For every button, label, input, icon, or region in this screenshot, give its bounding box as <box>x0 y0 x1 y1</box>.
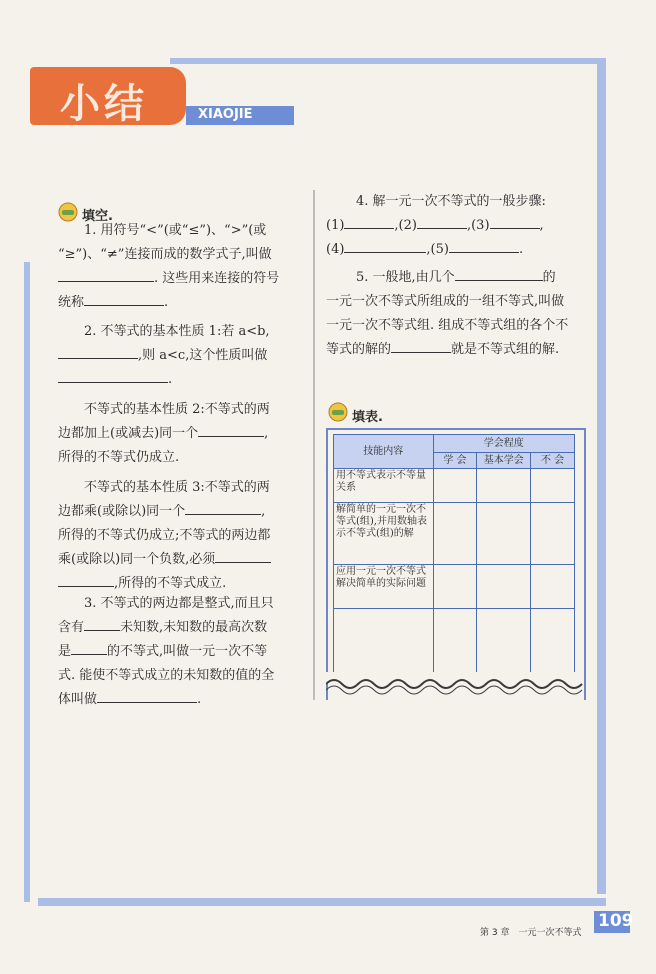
table-row <box>334 609 575 677</box>
item-5-text: 的 <box>542 270 556 285</box>
item-1 <box>58 219 303 315</box>
row-label: 应用一元一次不等式解决简单的实际问题 <box>334 565 434 609</box>
blank[interactable] <box>71 640 107 655</box>
table-row <box>334 565 575 609</box>
blank[interactable] <box>58 368 168 383</box>
item-5-line-2: 一元一次不等式所组成的一组不等式,叫做 <box>326 294 565 309</box>
blank[interactable] <box>449 238 519 253</box>
item-3-text: 是 <box>58 644 72 659</box>
row-label: 用不等式表示不等量关系 <box>334 469 434 503</box>
page-title: 小结 <box>60 81 148 127</box>
chapter-footer: 第 3 章 一元一次不等式 <box>480 928 582 938</box>
table-cell[interactable] <box>477 565 531 609</box>
page-number: 109 <box>598 911 634 931</box>
table-cell[interactable] <box>433 469 477 503</box>
prop2-line-3: 所得的不等式仍成立. <box>58 450 180 465</box>
prop3-text: 边都乘(或除以)同一个 <box>58 504 186 519</box>
blank[interactable] <box>417 214 467 229</box>
row-label: 解简单的一元一次不等式(组),并用数轴表示不等式(组)的解 <box>334 503 434 565</box>
wavy-tear-edge <box>326 672 584 696</box>
header-skill: 技能内容 <box>334 435 434 469</box>
item-1-line-1: 1. 用符号“<”(或“≤”)、“>”(或 <box>84 223 267 238</box>
item-4 <box>326 190 592 262</box>
item-1-line-2: “≥”)、“≠”连接而成的数学式子,叫做 <box>58 247 272 262</box>
subheader-not: 不 会 <box>531 453 575 469</box>
table-cell[interactable] <box>531 565 575 609</box>
blank[interactable] <box>490 214 540 229</box>
fill-blank-heading: 填空. <box>82 209 113 224</box>
item-3 <box>58 592 303 712</box>
table-cell[interactable] <box>531 609 575 677</box>
blank[interactable] <box>58 267 154 282</box>
table-cell[interactable] <box>531 469 575 503</box>
frame-top-border <box>170 58 606 64</box>
item-4-text: ,(2) <box>394 218 417 233</box>
table-cell[interactable] <box>334 609 434 677</box>
subheader-basic: 基本学会 <box>477 453 531 469</box>
prop2-text: , <box>264 426 269 441</box>
blank[interactable] <box>455 266 543 281</box>
blank[interactable] <box>215 548 271 563</box>
blank[interactable] <box>58 572 114 587</box>
item-3-line-1: 3. 不等式的两边都是整式,而且只 <box>84 596 274 611</box>
item-5-text: 就是不等式组的解. <box>451 342 560 357</box>
item-4-text: (1) <box>326 218 345 233</box>
frame-left-border <box>24 262 30 902</box>
blank[interactable] <box>185 500 261 515</box>
item-2 <box>58 320 303 392</box>
item-3-text: 的不等式,叫做一元一次不等 <box>107 644 268 659</box>
item-5-line-3: 一元一次不等式组. 组成不等式组的各个不 <box>326 318 569 333</box>
prop3-line-1: 不等式的基本性质 3:不等式的两 <box>84 480 270 495</box>
frame-right-border <box>597 58 606 894</box>
item-property-3 <box>58 476 303 596</box>
table-cell[interactable] <box>477 609 531 677</box>
item-4-text: (4) <box>326 242 345 257</box>
item-2-text: . <box>168 372 173 387</box>
blank[interactable] <box>97 688 197 703</box>
blank[interactable] <box>391 338 451 353</box>
table-row <box>334 503 575 565</box>
prop2-line-1: 不等式的基本性质 2:不等式的两 <box>84 402 270 417</box>
frame-bottom-border <box>38 898 606 906</box>
skills-table <box>333 434 575 677</box>
item-2-line-1: 2. 不等式的基本性质 1:若 a<b, <box>84 324 270 339</box>
table-cell[interactable] <box>433 503 477 565</box>
column-divider <box>313 190 315 700</box>
prop3-line-3: 所得的不等式仍成立;不等式的两边都 <box>58 528 271 543</box>
pen-icon <box>328 402 348 422</box>
table-cell[interactable] <box>433 565 477 609</box>
table-cell[interactable] <box>477 503 531 565</box>
item-3-text: 体叫做 <box>58 692 98 707</box>
blank[interactable] <box>344 238 426 253</box>
subheader-learned: 学 会 <box>433 453 477 469</box>
item-5-text: 5. 一般地,由几个 <box>356 270 455 285</box>
blank[interactable] <box>344 214 394 229</box>
item-4-text: . <box>518 242 524 257</box>
blank[interactable] <box>84 291 164 306</box>
item-3-text: 含有 <box>58 620 85 635</box>
table-cell[interactable] <box>477 469 531 503</box>
item-3-text: 未知数,未知数的最高次数 <box>120 620 268 635</box>
item-4-text: , <box>539 218 544 233</box>
item-5-text: 等式的解的 <box>326 342 392 357</box>
item-1-text: . 这些用来连接的符号 <box>154 271 280 286</box>
prop3-text: ,所得的不等式成立. <box>114 576 227 591</box>
item-3-line-4: 式. 能使不等式成立的未知数的值的全 <box>58 668 275 683</box>
table-cell[interactable] <box>531 503 575 565</box>
item-4-text: ,(5) <box>426 242 449 257</box>
fill-table-heading: 填表. <box>352 410 383 425</box>
blank[interactable] <box>84 616 120 631</box>
prop3-text: , <box>261 504 266 519</box>
blank[interactable] <box>198 422 264 437</box>
blank[interactable] <box>58 344 138 359</box>
item-2-text: ,则 a<c,这个性质叫做 <box>138 348 268 363</box>
table-cell[interactable] <box>433 609 477 677</box>
item-4-text: ,(3) <box>466 218 490 233</box>
page-subtitle: XIAOJIE <box>198 107 253 122</box>
item-1-text: . <box>164 295 169 310</box>
prop2-text: 边都加上(或减去)同一个 <box>58 426 199 441</box>
item-3-text: . <box>197 692 202 707</box>
prop3-text: 乘(或除以)同一个负数,必须 <box>58 552 216 567</box>
item-5 <box>326 266 596 362</box>
header-level: 学会程度 <box>433 435 574 453</box>
table-row <box>334 469 575 503</box>
item-property-2 <box>58 398 303 470</box>
item-4-line-1: 4. 解一元一次不等式的一般步骤: <box>356 194 546 209</box>
item-1-text: 统称 <box>58 295 85 310</box>
